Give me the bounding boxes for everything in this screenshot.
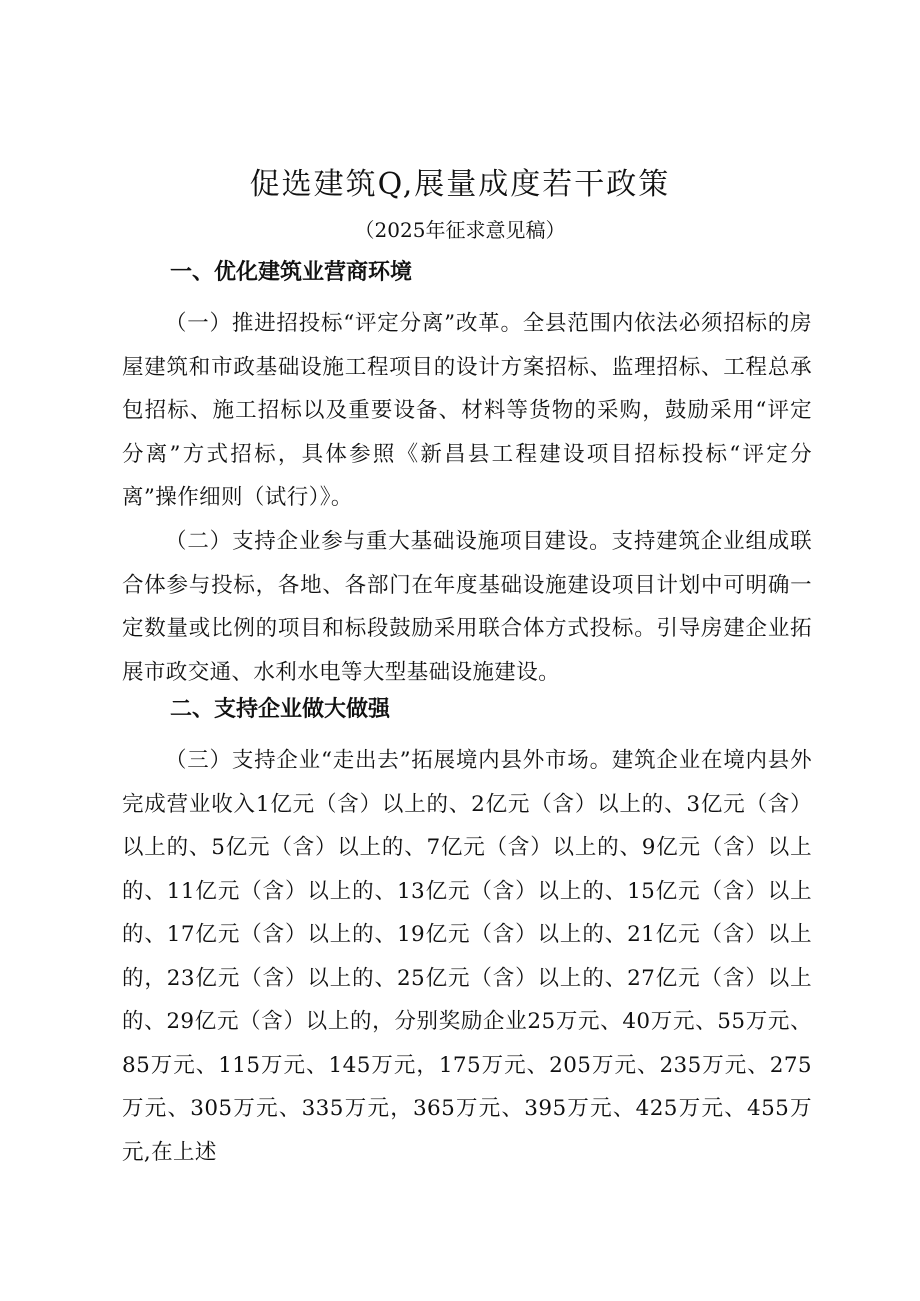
document-title: 促选建筑Q,展量成度若干政策 <box>249 167 671 202</box>
section-heading-1: 一、优化建筑业营商环境 <box>170 260 413 285</box>
paragraph-3: （三）支持企业“走出去”拓展境内县外市场。建筑企业在境内县外完成营业收入1亿元（含）以上的、2亿元（含）以上的、3亿元（含）以上的、5亿元（含）以上的、7亿元（含）以上的、9亿元（含）以上的、11亿元（含）以上的、13亿元（含）以上的、15亿元（含）以上的、17亿元（含）以上的、19亿元（含）以上的、21亿元（含）以上的，23亿元（含）以上的、25亿元（含）以上的、27亿元（含）以上的、29亿元（含）以上的，分别奖励企业25万元、40万元、55万元、85万元、115万元、145万元，175万元、205万元、235万元、275万元、305万元、335万元，365万元、395万元、425万元、455万元,在上述 <box>122 748 812 1165</box>
document-subtitle: （2025年征求意见稿） <box>354 218 566 242</box>
paragraph-1: （一）推进招投标“评定分离”改革。全县范围内依法必须招标的房屋建筑和市政基础设施工程项目的设计方案招标、监理招标、工程总承包招标、施工招标以及重要设备、材料等货物的采购，鼓励采用“评定分离”方式招标，具体参照《新昌县工程建设项目招标投标“评定分离”操作细则（试行）》。 <box>122 311 812 510</box>
section-heading-2: 二、支持企业做大做强 <box>170 697 391 722</box>
paragraph-2: （二）支持企业参与重大基础设施项目建设。支持建筑企业组成联合体参与投标，各地、各部门在年度基础设施建设项目计划中可明确一定数量或比例的项目和标段鼓励采用联合体方式投标。引导房建企业拓展市政交通、水利水电等大型基础设施建设。 <box>122 529 812 685</box>
